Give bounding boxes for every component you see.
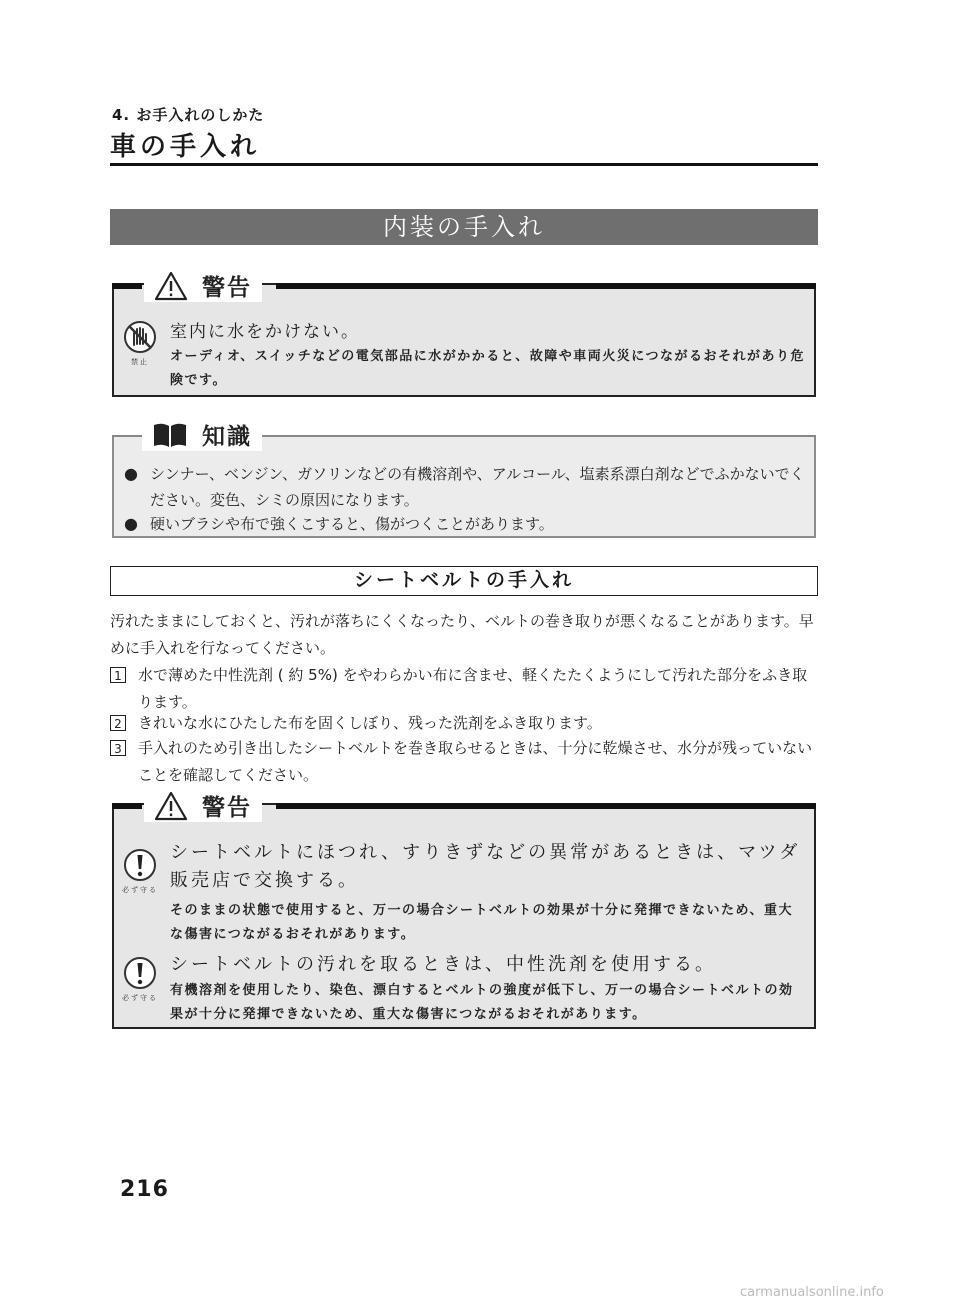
bullet-icon: ●: [124, 464, 138, 483]
step-number: 3: [110, 740, 126, 756]
step-text: 水で薄めた中性洗剤 ( 約 5%) をやわらかい布に含ませ、軽くたたくようにして汚れた部分をふき取ります。: [138, 666, 808, 711]
warning-heading: シートベルトにほつれ、すりきずなどの異常があるときは、マツダ販売店で交換する。: [170, 842, 801, 891]
mandatory-exclamation-icon: [120, 847, 160, 895]
warning-triangle-icon: [154, 791, 188, 821]
step-text: きれいな水にひたした布を固くしぼり、残った洗剤をふき取ります。: [138, 714, 602, 732]
warning-label: 警告: [202, 275, 252, 301]
mandatory-exclamation-icon: [120, 955, 160, 1003]
step-item: [110, 710, 820, 737]
title-divider: [110, 163, 818, 166]
header-rule-right: [276, 803, 816, 809]
intro-paragraph: 汚れたままにしておくと、汚れが落ちにくくなったり、ベルトの巻き取りが悪くなることがあります。早めに手入れを行なってください。: [110, 612, 814, 657]
knowledge-box: [112, 424, 816, 538]
warning-box-header: [114, 275, 814, 311]
knowledge-box-header: [114, 424, 814, 463]
knowledge-header-label: [142, 418, 262, 451]
header-rule-left: [112, 283, 142, 289]
warning-detail: オーディオ、スイッチなどの電気部品に水がかかると、故障や車両火災につながるおそれがあり危険です。: [170, 349, 806, 388]
knowledge-item: [124, 511, 806, 537]
header-rule-right: [264, 435, 816, 437]
warning-detail: 有機溶剤を使用したり、染色、漂白するとベルトの強度が低下し、万一の場合シートベルトの効果が十分に発揮できないため、重大な傷害につながるおそれがあります。: [170, 983, 794, 1022]
chapter-heading: 4. お手入れのしかた: [112, 106, 265, 124]
knowledge-item-text: 硬いブラシや布で強くこすると、傷がつくことがあります。: [150, 515, 554, 533]
mandatory-caption: 必ず守る: [122, 994, 158, 1002]
warning-heading: シートベルトの汚れを取るときは、中性洗剤を使用する。: [170, 954, 716, 975]
warning-detail: そのままの状態で使用すると、万一の場合シートベルトの効果が十分に発揮できないため、重大な傷害につながるおそれがあります。: [170, 903, 793, 942]
warning-box-seatbelt: [112, 795, 816, 1029]
warning-heading: 室内に水をかけない。: [170, 322, 360, 342]
prohibited-caption: 禁止: [131, 358, 149, 366]
step-number: 2: [110, 715, 126, 731]
knowledge-label: 知識: [202, 424, 252, 450]
page-number: 216: [120, 1177, 169, 1202]
knowledge-item: [124, 461, 806, 513]
book-icon: [152, 421, 188, 449]
header-rule-left: [112, 803, 142, 809]
watermark: carmanualsonline.info: [740, 1285, 884, 1300]
warning-box-water: [112, 275, 816, 397]
warning-header-label: [144, 789, 262, 822]
step-number: 1: [110, 667, 126, 683]
bullet-icon: ●: [124, 514, 138, 533]
subsection-title: シートベルトの手入れ: [110, 566, 818, 596]
header-rule-right: [276, 283, 816, 289]
mandatory-caption: 必ず守る: [122, 886, 158, 894]
step-item: [110, 662, 820, 716]
knowledge-item-text: シンナー、ベンジン、ガソリンなどの有機溶剤や、アルコール、塩素系漂白剤などでふかないでください。変色、シミの原因になります。: [150, 465, 805, 509]
warning-box-header: [114, 795, 814, 831]
step-item: [110, 735, 820, 789]
warning-label: 警告: [202, 795, 252, 821]
warning-triangle-icon: [154, 271, 188, 301]
warning-header-label: [144, 269, 262, 302]
step-text: 手入れのため引き出したシートベルトを巻き取らせるときは、十分に乾燥させ、水分が残っていないことを確認してください。: [138, 739, 813, 784]
section-banner: 内装の手入れ: [110, 209, 818, 245]
page-title: 車の手入れ: [110, 132, 261, 162]
prohibited-hand-icon: [120, 319, 160, 367]
header-rule-left: [112, 435, 142, 437]
